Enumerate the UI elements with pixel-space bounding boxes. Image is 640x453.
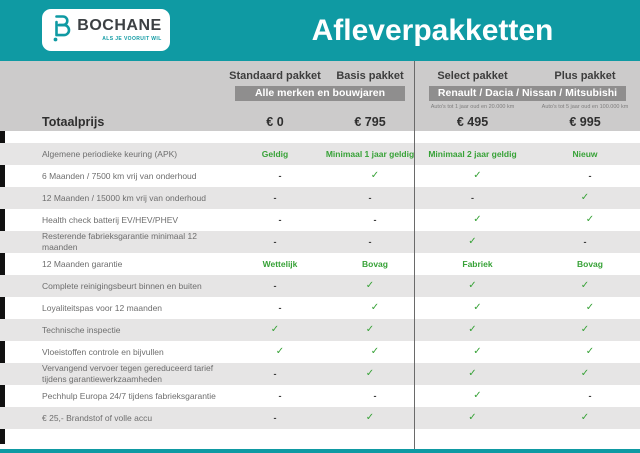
feature-value-basis: ✓	[370, 170, 380, 181]
feature-label: 6 Maanden / 7500 km vrij van onderhoud	[42, 170, 197, 181]
feature-value-basis: ✓	[365, 324, 375, 335]
feature-value-plus: ✓	[580, 192, 590, 203]
subnote-select: Auto's tot 1 jaar oud en 20.000 km	[430, 104, 515, 110]
feature-label: 12 Maanden / 15000 km vrij van onderhoud	[42, 192, 206, 203]
feature-label: Pechhulp Europa 24/7 tijdens fabrieksgarantie	[42, 390, 216, 401]
feature-value-select: ✓	[473, 390, 482, 401]
feature-row	[0, 143, 640, 165]
feature-row	[0, 187, 640, 209]
total-price-row	[0, 113, 640, 131]
feature-value-plus: ✓	[585, 214, 595, 225]
bochane-logo	[42, 9, 170, 51]
total-price-plus: € 995	[569, 115, 601, 129]
feature-value-plus: ✓	[580, 412, 590, 423]
brand-name: BOCHANE	[77, 17, 162, 34]
feature-value-select: ✓	[468, 236, 477, 247]
feature-value-basis: -	[373, 390, 377, 401]
total-price-standaard: € 0	[266, 115, 284, 129]
feature-value-plus: -	[583, 236, 587, 247]
banner-row	[0, 85, 640, 101]
feature-label: € 25,- Brandstof of volle accu	[42, 412, 153, 423]
feature-value-plus: ✓	[585, 346, 595, 357]
feature-value-select: ✓	[468, 280, 477, 291]
feature-label: Resterende fabrieksgarantie minimaal 12 maanden	[42, 231, 197, 252]
page-title: Afleverpakketten	[311, 13, 554, 47]
feature-value-standaard: -	[278, 214, 282, 225]
column-divider	[414, 61, 415, 449]
feature-row	[0, 363, 640, 385]
package-header-plus: Plus pakket	[554, 70, 616, 82]
feature-value-plus: ✓	[585, 302, 595, 313]
spacer-row	[0, 131, 640, 143]
package-name-row	[0, 61, 640, 85]
feature-rows	[0, 143, 640, 429]
feature-value-basis: ✓	[370, 346, 380, 357]
header-bar	[0, 0, 640, 61]
feature-value-basis: Minimaal 1 jaar geldig	[325, 148, 415, 159]
feature-value-select: Minimaal 2 jaar geldig	[428, 148, 517, 159]
feature-value-select: -	[471, 192, 474, 203]
feature-label: Vervangend vervoer tegen gereduceerd tarief tijdens garantiewerkzaamheden	[42, 363, 214, 384]
feature-label: Technische inspectie	[42, 324, 121, 335]
bottom-teal-bar	[0, 449, 640, 453]
feature-label: Complete reinigingsbeurt binnen en buiten	[42, 280, 202, 291]
feature-label: Health check batterij EV/HEV/PHEV	[42, 214, 179, 225]
subnote-row	[0, 101, 640, 113]
feature-row	[0, 385, 640, 407]
total-price-basis: € 795	[354, 115, 386, 129]
feature-value-basis: -	[373, 214, 377, 225]
feature-row	[0, 319, 640, 341]
feature-row	[0, 275, 640, 297]
feature-value-standaard: -	[278, 170, 282, 181]
feature-value-select: ✓	[473, 170, 482, 181]
subnote-plus: Auto's tot 5 jaar oud en 100.000 km	[541, 104, 629, 110]
feature-label: Loyaliteitspas voor 12 maanden	[42, 302, 163, 313]
feature-value-select: ✓	[473, 346, 482, 357]
banner-all-brands: Alle merken en bouwjaren	[235, 86, 405, 101]
feature-value-standaard: Wettelijk	[262, 258, 298, 269]
feature-value-select: ✓	[473, 214, 482, 225]
total-label: Totaalprijs	[42, 115, 105, 129]
feature-value-plus: Nieuw	[572, 148, 598, 159]
feature-value-basis: -	[368, 236, 372, 247]
feature-value-standaard: -	[273, 412, 277, 423]
feature-value-basis: -	[368, 192, 372, 203]
feature-value-plus: ✓	[580, 368, 590, 379]
feature-row	[0, 165, 640, 187]
feature-value-select: ✓	[468, 324, 477, 335]
feature-value-plus: ✓	[580, 280, 590, 291]
feature-value-plus: ✓	[580, 324, 590, 335]
feature-label: Algemene periodieke keuring (APK)	[42, 148, 178, 159]
feature-value-select: ✓	[468, 368, 477, 379]
feature-label: Vloeistoffen controle en bijvullen	[42, 346, 164, 357]
feature-value-basis: ✓	[365, 368, 375, 379]
feature-row	[0, 407, 640, 429]
feature-value-plus: -	[588, 390, 592, 401]
feature-value-plus: Bovag	[577, 258, 603, 269]
feature-value-select: ✓	[468, 412, 477, 423]
bottom-filler	[0, 429, 640, 444]
feature-value-standaard: -	[273, 280, 277, 291]
feature-row	[0, 209, 640, 231]
feature-value-basis: ✓	[365, 280, 375, 291]
feature-value-select: Fabriek	[462, 258, 493, 269]
feature-row	[0, 231, 640, 253]
table-header-band	[0, 61, 640, 131]
brand-tagline: ALS JE VOORUIT WIL	[102, 36, 162, 42]
feature-value-standaard: ✓	[275, 346, 285, 357]
feature-value-basis: ✓	[365, 412, 375, 423]
feature-value-basis: Bovag	[362, 258, 388, 269]
package-header-select: Select pakket	[437, 70, 508, 82]
package-header-basis: Basis pakket	[336, 70, 404, 82]
feature-row	[0, 297, 640, 319]
feature-value-standaard: -	[273, 192, 277, 203]
feature-row	[0, 341, 640, 363]
total-price-select: € 495	[456, 115, 489, 129]
bochane-logo-icon	[50, 13, 72, 48]
feature-value-plus: -	[588, 170, 592, 181]
feature-value-standaard: Geldig	[261, 148, 289, 159]
feature-value-standaard: -	[278, 390, 282, 401]
feature-value-standaard: ✓	[270, 324, 280, 335]
feature-value-select: ✓	[473, 302, 482, 313]
feature-label: 12 Maanden garantie	[42, 258, 123, 269]
feature-value-standaard: -	[273, 236, 277, 247]
package-header-standaard: Standaard pakket	[229, 70, 321, 82]
feature-value-basis: ✓	[370, 302, 380, 313]
feature-row	[0, 253, 640, 275]
banner-renault-group: Renault / Dacia / Nissan / Mitsubishi	[429, 86, 626, 101]
feature-value-standaard: -	[278, 302, 282, 313]
feature-value-standaard: -	[273, 368, 277, 379]
